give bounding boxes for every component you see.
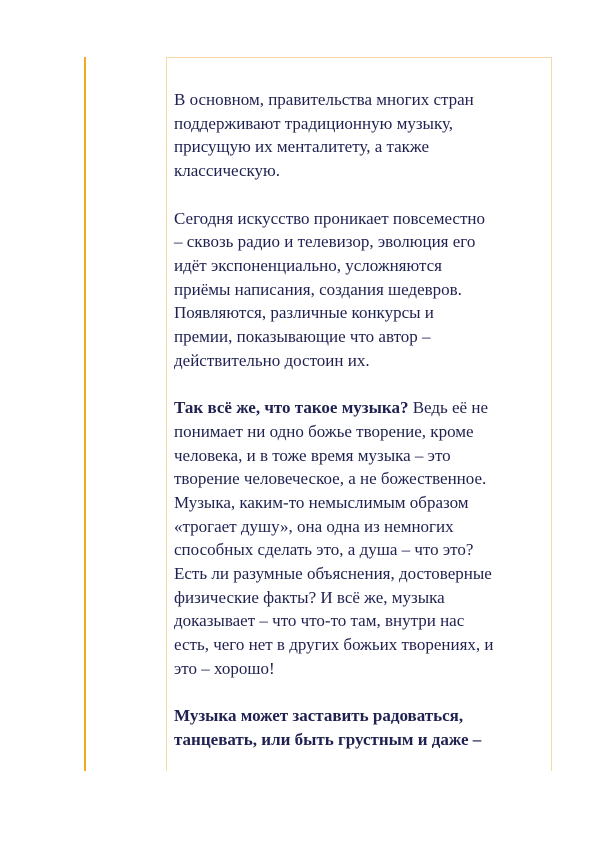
text-line: творение человеческое, а не божественное. bbox=[174, 469, 487, 489]
text-line: есть, чего нет в других божьих творениях, и bbox=[174, 635, 494, 655]
text-line: классическую. bbox=[174, 161, 281, 181]
bold-question: Так всё же, что такое музыка? bbox=[174, 398, 409, 418]
text-line: Есть ли разумные объяснения, достоверные bbox=[174, 564, 492, 584]
paragraph-gap bbox=[174, 372, 545, 396]
paragraph-art-everywhere bbox=[174, 207, 545, 373]
text-line: поддерживают традиционную музыку, bbox=[174, 113, 454, 133]
paragraph-government-support bbox=[174, 88, 545, 183]
text-line: физические факты? И всё же, музыка bbox=[174, 587, 445, 607]
text-line: это – хорошо! bbox=[174, 658, 275, 678]
text-line: премии, показывающие что автор – bbox=[174, 327, 431, 347]
text-line: В основном, правительства многих стран bbox=[174, 90, 474, 109]
text-line: понимает ни одно божье творение, кроме bbox=[174, 421, 474, 441]
paragraph-music-emotions bbox=[174, 704, 545, 751]
margin-rule bbox=[84, 57, 86, 771]
text-line: приёмы написания, создания шедевров. bbox=[174, 279, 462, 299]
text-line: идёт экспоненциально, усложняются bbox=[174, 255, 442, 275]
paragraph-gap bbox=[174, 681, 545, 705]
text-line: «трогает душу», она одна из немногих bbox=[174, 516, 454, 536]
text-line: Музыка может заставить радоваться, bbox=[174, 706, 464, 726]
text-line: Ведь её не bbox=[408, 398, 488, 418]
paragraph-what-is-music bbox=[174, 396, 545, 680]
text-line: способных сделать это, а душа – что это? bbox=[174, 540, 474, 560]
text-line: Музыка, каким-то немыслимым образом bbox=[174, 492, 469, 512]
text-line: – сквозь радио и телевизор, эволюция его bbox=[174, 232, 476, 252]
text-line: действительно достоин их. bbox=[174, 350, 370, 370]
text-line: доказывает – что что-то там, внутри нас bbox=[174, 611, 465, 631]
text-line: присущую их менталитету, а также bbox=[174, 137, 429, 157]
text-line: Появляются, различные конкурсы и bbox=[174, 303, 434, 323]
paragraph-gap bbox=[174, 183, 545, 207]
text-line: человека, и в тоже время музыка – это bbox=[174, 445, 451, 465]
text-line: танцевать, или быть грустным и даже – bbox=[174, 729, 482, 749]
text-line: Сегодня искусство проникает повсеместно bbox=[174, 208, 485, 228]
text-frame bbox=[166, 57, 552, 771]
